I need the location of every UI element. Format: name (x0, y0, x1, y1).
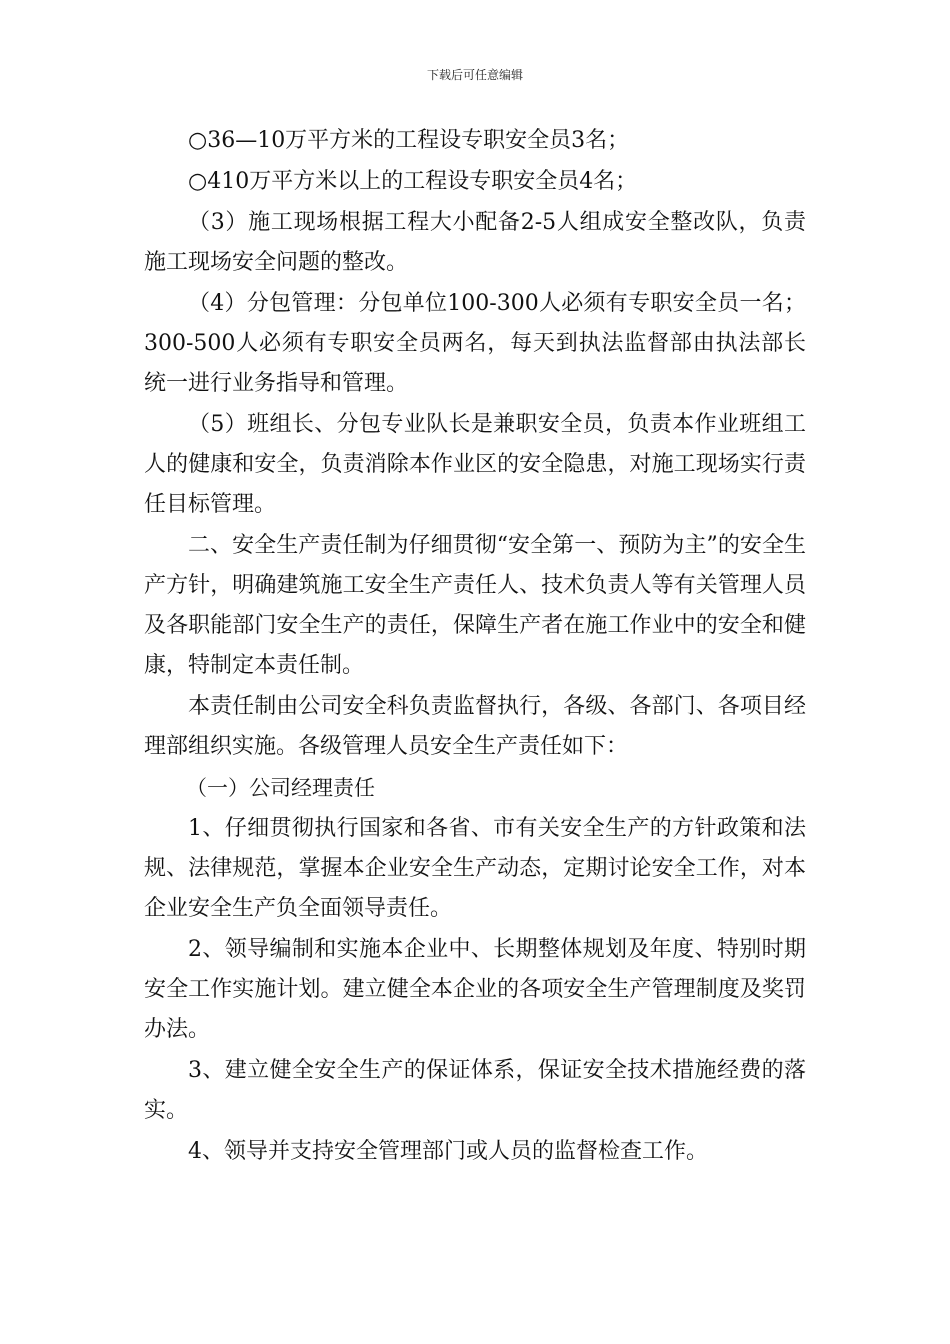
paragraph-5: （5）班组长、分包专业队长是兼职安全员，负责本作业班组工人的健康和安全，负责消除本作业区的安全隐患，对施工现场实行责任目标管理。 (144, 412, 806, 517)
document-body (144, 121, 806, 1173)
paragraph-3: （3）施工现场根据工程大小配备2-5人组成安全整改队，负责施工现场安全问题的整改。 (144, 210, 806, 275)
paragraph-1: ○36—10万平方米的工程设专职安全员3名； (188, 128, 630, 153)
paragraph-7: 本责任制由公司安全科负责监督执行，各级、各部门、各项目经理部组织实施。各级管理人员安全生产责任如下： (144, 694, 806, 759)
page-header: 下载后可任意编辑 (426, 68, 523, 82)
paragraph-9: 1、仔细贯彻执行国家和各省、市有关安全生产的方针政策和法规、法律规范，掌握本企业安全生产动态，定期讨论安全工作，对本企业安全生产负全面领导责任。 (144, 816, 806, 921)
paragraph-6: 二、安全生产责任制为仔细贯彻“安全第一、预防为主”的安全生产方针，明确建筑施工安全生产责任人、技术负责人等有关管理人员及各职能部门安全生产的责任，保障生产者在施工作业中的安全和健康，特制定本责任制。 (144, 533, 806, 678)
paragraph-11: 3、建立健全安全生产的保证体系，保证安全技术措施经费的落实。 (144, 1058, 806, 1123)
section-heading: （一）公司经理责任 (186, 776, 375, 800)
paragraph-4: （4）分包管理：分包单位100-300人必须有专职安全员一名；300-500人必须有专职安全员两名，每天到执法监督部由执法部长统一进行业务指导和管理。 (144, 291, 806, 396)
paragraph-10: 2、领导编制和实施本企业中、长期整体规划及年度、特别时期安全工作实施计划。建立健全本企业的各项安全生产管理制度及奖罚办法。 (144, 937, 806, 1042)
paragraph-12: 4、领导并支持安全管理部门或人员的监督检查工作。 (188, 1139, 708, 1164)
paragraph-2: ○410万平方米以上的工程设专职安全员4名； (188, 169, 638, 194)
